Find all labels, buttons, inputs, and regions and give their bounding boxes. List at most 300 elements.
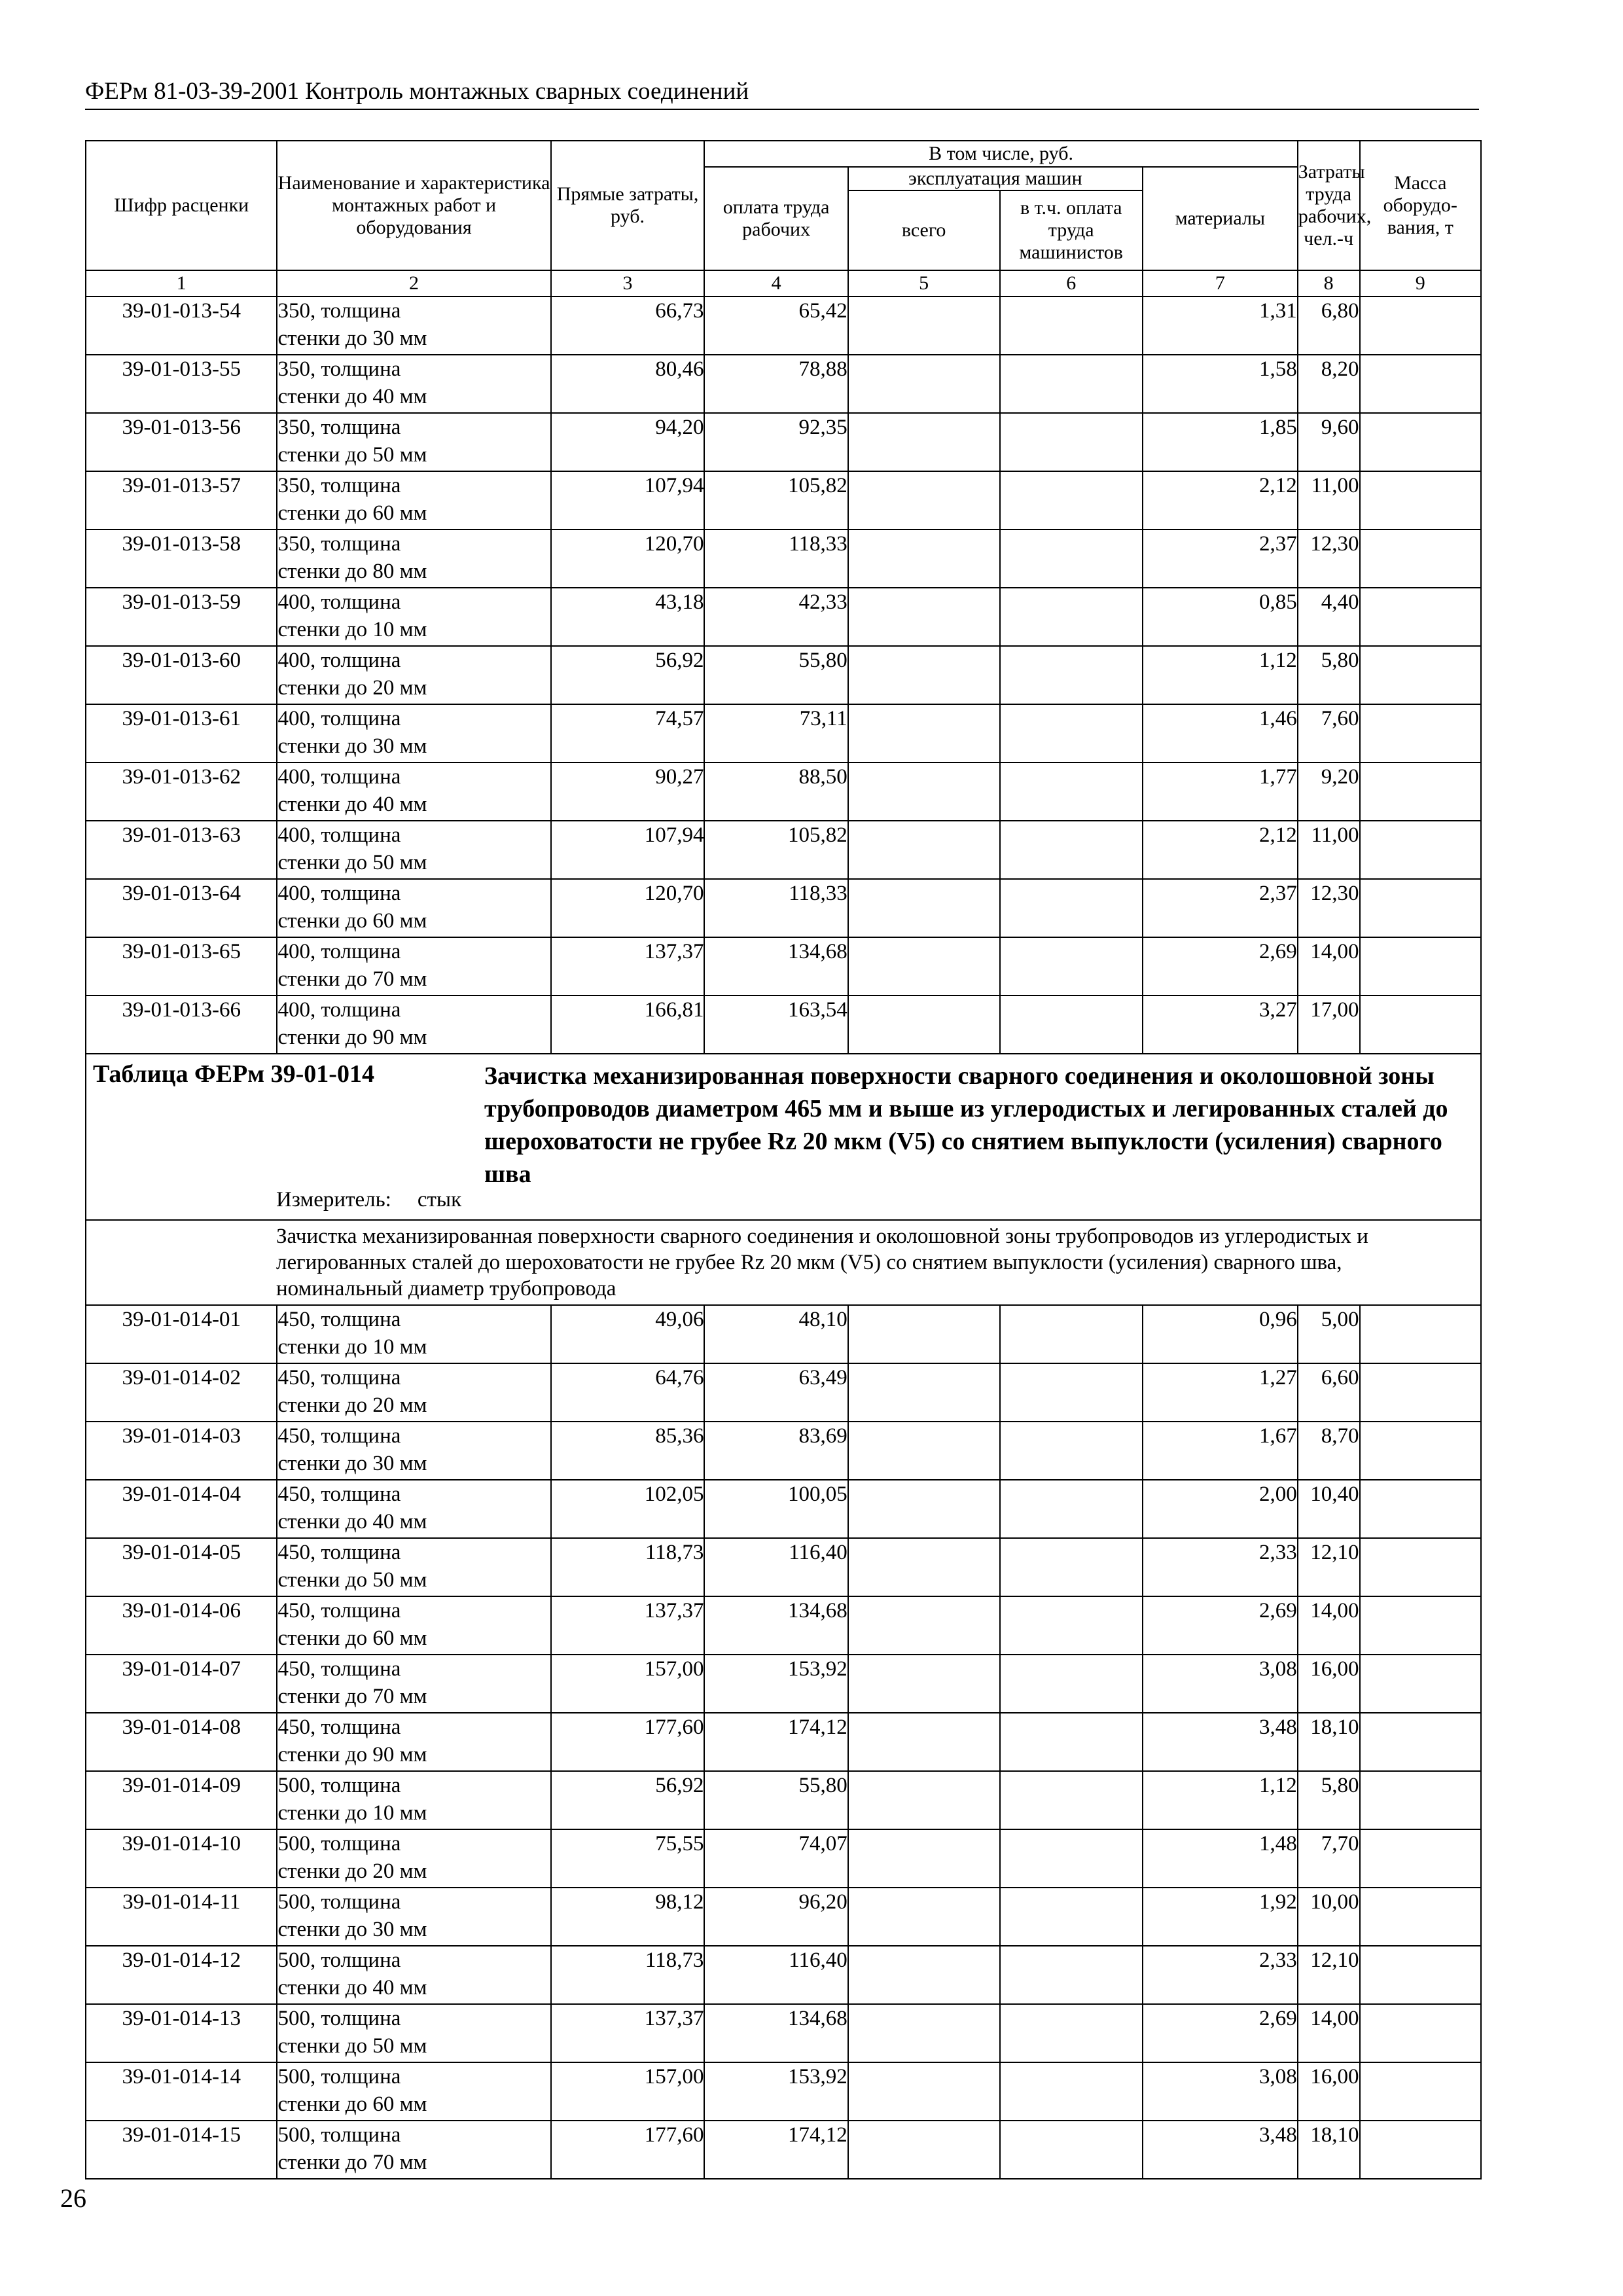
rate-code-cell: 39-01-014-14	[86, 2062, 277, 2121]
direct-cost-cell: 90,27	[551, 762, 705, 821]
labor-hours-cell: 11,00	[1298, 471, 1360, 529]
work-name-line2: стенки до 50 мм	[277, 2034, 427, 2058]
machines-total-cell	[848, 1422, 1000, 1480]
labor-pay-cell: 118,33	[704, 879, 847, 937]
machines-total-cell	[848, 762, 1000, 821]
machines-total-cell	[848, 1538, 1000, 1596]
materials-cell: 0,96	[1143, 1305, 1298, 1363]
work-name-line1: 400, толщина	[277, 765, 401, 789]
col-number: 6	[1000, 270, 1143, 296]
work-name-line1: 350, толщина	[277, 299, 401, 323]
equipment-mass-cell	[1360, 704, 1481, 762]
work-name-line2: стенки до 60 мм	[277, 909, 427, 933]
equipment-mass-cell	[1360, 1829, 1481, 1888]
work-name-cell	[277, 996, 550, 1054]
work-name-line1: 400, толщина	[277, 707, 401, 730]
work-name-line2: стенки до 10 мм	[277, 1801, 427, 1825]
work-name-cell	[277, 937, 550, 996]
materials-cell: 1,27	[1143, 1363, 1298, 1422]
labor-pay-cell: 83,69	[704, 1422, 847, 1480]
labor-hours-cell: 14,00	[1298, 1596, 1360, 1655]
materials-cell: 1,67	[1143, 1422, 1298, 1480]
materials-cell: 3,08	[1143, 2062, 1298, 2121]
rate-code-cell: 39-01-013-61	[86, 704, 277, 762]
table-row	[86, 1538, 1481, 1596]
materials-cell: 2,12	[1143, 471, 1298, 529]
price-table	[85, 140, 1482, 2179]
labor-hours-cell: 14,00	[1298, 2004, 1360, 2062]
rate-code-cell: 39-01-014-10	[86, 1829, 277, 1888]
labor-hours-cell: 16,00	[1298, 2062, 1360, 2121]
col-hours-header: Затраты труда рабочих, чел.-ч	[1298, 141, 1360, 270]
direct-cost-cell: 98,12	[551, 1888, 705, 1946]
labor-hours-cell: 12,30	[1298, 879, 1360, 937]
col-number: 2	[277, 270, 550, 296]
work-name-line1: 350, толщина	[277, 416, 401, 439]
rate-code-cell: 39-01-013-57	[86, 471, 277, 529]
work-name-line1: 450, толщина	[277, 1482, 401, 1506]
labor-pay-cell: 55,80	[704, 646, 847, 704]
labor-hours-cell: 8,70	[1298, 1422, 1360, 1480]
machines-total-cell	[848, 1655, 1000, 1713]
machinist-pay-cell	[1000, 1363, 1143, 1422]
work-name-line2: стенки до 10 мм	[277, 618, 427, 641]
work-name-cell	[277, 646, 550, 704]
direct-cost-cell: 120,70	[551, 529, 705, 588]
section-title: Зачистка механизированная поверхности сварного соединения и околошовной зоны трубопроводов диаметром 465 мм и выше из углеродистых и легированных сталей до шероховатости не грубее Rz 20 мкм (V5) со снятием выпуклости (усиления) сварного шва	[484, 1062, 1448, 1188]
table-row	[86, 1713, 1481, 1771]
work-name-cell	[277, 1771, 550, 1829]
direct-cost-cell: 137,37	[551, 1596, 705, 1655]
work-name-line2: стенки до 30 мм	[277, 327, 427, 350]
work-name-line1: 500, толщина	[277, 2007, 401, 2030]
rate-code-cell: 39-01-014-06	[86, 1596, 277, 1655]
table-row	[86, 996, 1481, 1054]
table-row	[86, 2121, 1481, 2179]
materials-cell: 3,48	[1143, 1713, 1298, 1771]
table-row	[86, 1771, 1481, 1829]
table-row	[86, 588, 1481, 646]
work-name-cell	[277, 588, 550, 646]
labor-pay-cell: 118,33	[704, 529, 847, 588]
machinist-pay-cell	[1000, 821, 1143, 879]
rate-code-cell: 39-01-013-65	[86, 937, 277, 996]
direct-cost-cell: 157,00	[551, 2062, 705, 2121]
machinist-pay-cell	[1000, 996, 1143, 1054]
labor-pay-cell: 73,11	[704, 704, 847, 762]
rows-after	[86, 1305, 1481, 2179]
rate-code-cell: 39-01-014-04	[86, 1480, 277, 1538]
labor-hours-cell: 12,30	[1298, 529, 1360, 588]
equipment-mass-cell	[1360, 1363, 1481, 1422]
work-name-cell	[277, 1538, 550, 1596]
direct-cost-cell: 107,94	[551, 471, 705, 529]
equipment-mass-cell	[1360, 413, 1481, 471]
rate-code-cell: 39-01-013-55	[86, 355, 277, 413]
direct-cost-cell: 85,36	[551, 1422, 705, 1480]
table-row	[86, 355, 1481, 413]
work-name-cell	[277, 2062, 550, 2121]
col-mass-header: Масса оборудо-вания, т	[1360, 141, 1481, 270]
materials-cell: 1,77	[1143, 762, 1298, 821]
direct-cost-cell: 64,76	[551, 1363, 705, 1422]
rate-code-cell: 39-01-014-07	[86, 1655, 277, 1713]
page-header	[85, 77, 1479, 110]
work-name-line1: 350, толщина	[277, 357, 401, 381]
machinist-pay-cell	[1000, 588, 1143, 646]
rate-code-cell: 39-01-013-60	[86, 646, 277, 704]
equipment-mass-cell	[1360, 588, 1481, 646]
rate-code-cell: 39-01-013-56	[86, 413, 277, 471]
materials-cell: 2,37	[1143, 879, 1298, 937]
machines-total-cell	[848, 1771, 1000, 1829]
work-name-cell	[277, 2121, 550, 2179]
equipment-mass-cell	[1360, 1888, 1481, 1946]
direct-cost-cell: 74,57	[551, 704, 705, 762]
machinist-pay-cell	[1000, 1596, 1143, 1655]
equipment-mass-cell	[1360, 1713, 1481, 1771]
direct-cost-cell: 75,55	[551, 1829, 705, 1888]
machinist-pay-cell	[1000, 879, 1143, 937]
equipment-mass-cell	[1360, 1422, 1481, 1480]
work-name-line2: стенки до 30 мм	[277, 734, 427, 758]
equipment-mass-cell	[1360, 1596, 1481, 1655]
work-name-line2: стенки до 20 мм	[277, 1859, 427, 1883]
labor-hours-cell: 4,40	[1298, 588, 1360, 646]
labor-hours-cell: 12,10	[1298, 1538, 1360, 1596]
col-number: 3	[551, 270, 705, 296]
table-row	[86, 1480, 1481, 1538]
col-number: 8	[1298, 270, 1360, 296]
materials-cell: 1,85	[1143, 413, 1298, 471]
labor-pay-cell: 105,82	[704, 821, 847, 879]
equipment-mass-cell	[1360, 996, 1481, 1054]
work-name-cell	[277, 355, 550, 413]
work-name-line2: стенки до 50 мм	[277, 1568, 427, 1592]
table-row	[86, 2004, 1481, 2062]
direct-cost-cell: 80,46	[551, 355, 705, 413]
work-name-line2: стенки до 40 мм	[277, 1976, 427, 2000]
labor-pay-cell: 48,10	[704, 1305, 847, 1363]
labor-pay-cell: 174,12	[704, 2121, 847, 2179]
equipment-mass-cell	[1360, 471, 1481, 529]
work-name-cell	[277, 1946, 550, 2004]
work-name-cell	[277, 296, 550, 355]
direct-cost-cell: 49,06	[551, 1305, 705, 1363]
col-number: 9	[1360, 270, 1481, 296]
work-name-line2: стенки до 40 мм	[277, 385, 427, 408]
table-row	[86, 762, 1481, 821]
work-name-line2: стенки до 60 мм	[277, 1626, 427, 1650]
table-row	[86, 821, 1481, 879]
machinist-pay-cell	[1000, 1946, 1143, 2004]
equipment-mass-cell	[1360, 355, 1481, 413]
machinist-pay-cell	[1000, 1538, 1143, 1596]
table-row	[86, 1946, 1481, 2004]
machines-total-cell	[848, 1713, 1000, 1771]
work-name-line1: 500, толщина	[277, 2065, 401, 2089]
machines-total-cell	[848, 1946, 1000, 2004]
work-name-line1: 350, толщина	[277, 532, 401, 556]
rate-code-cell: 39-01-014-03	[86, 1422, 277, 1480]
table-row	[86, 529, 1481, 588]
work-name-cell	[277, 1713, 550, 1771]
direct-cost-cell: 66,73	[551, 296, 705, 355]
labor-hours-cell: 5,80	[1298, 646, 1360, 704]
table-row	[86, 2062, 1481, 2121]
work-name-line1: 500, толщина	[277, 1774, 401, 1797]
labor-hours-cell: 14,00	[1298, 937, 1360, 996]
labor-pay-cell: 92,35	[704, 413, 847, 471]
labor-hours-cell: 10,00	[1298, 1888, 1360, 1946]
work-name-cell	[277, 821, 550, 879]
work-name-line2: стенки до 70 мм	[277, 967, 427, 991]
labor-pay-cell: 100,05	[704, 1480, 847, 1538]
work-name-line2: стенки до 30 мм	[277, 1918, 427, 1941]
page-number: 26	[60, 2183, 86, 2213]
work-name-line2: стенки до 40 мм	[277, 1510, 427, 1534]
work-name-line1: 450, толщина	[277, 1657, 401, 1681]
direct-cost-cell: 120,70	[551, 879, 705, 937]
rate-code-cell: 39-01-013-58	[86, 529, 277, 588]
equipment-mass-cell	[1360, 762, 1481, 821]
work-name-line1: 450, толщина	[277, 1599, 401, 1623]
direct-cost-cell: 157,00	[551, 1655, 705, 1713]
direct-cost-cell: 118,73	[551, 1946, 705, 2004]
work-name-line1: 500, толщина	[277, 2123, 401, 2147]
work-name-line1: 450, толщина	[277, 1366, 401, 1390]
labor-hours-cell: 10,40	[1298, 1480, 1360, 1538]
work-name-cell	[277, 2004, 550, 2062]
work-name-cell	[277, 1363, 550, 1422]
labor-pay-cell: 174,12	[704, 1713, 847, 1771]
machinist-pay-cell	[1000, 1655, 1143, 1713]
table-row	[86, 937, 1481, 996]
labor-pay-cell: 78,88	[704, 355, 847, 413]
table-row	[86, 1655, 1481, 1713]
labor-pay-cell: 116,40	[704, 1538, 847, 1596]
materials-cell: 1,12	[1143, 646, 1298, 704]
col-direct-header: Прямые затраты, руб.	[551, 141, 705, 270]
col-machinist-header: в т.ч. оплата труда машинистов	[1000, 190, 1143, 270]
direct-cost-cell: 102,05	[551, 1480, 705, 1538]
rate-code-cell: 39-01-014-08	[86, 1713, 277, 1771]
labor-pay-cell: 42,33	[704, 588, 847, 646]
materials-cell: 1,31	[1143, 296, 1298, 355]
work-name-line1: 450, толщина	[277, 1424, 401, 1448]
machines-total-cell	[848, 704, 1000, 762]
work-name-cell	[277, 879, 550, 937]
table-row	[86, 1888, 1481, 1946]
machinist-pay-cell	[1000, 1713, 1143, 1771]
materials-cell: 2,00	[1143, 1480, 1298, 1538]
meter-unit: стык	[417, 1188, 462, 1211]
machines-total-cell	[848, 1480, 1000, 1538]
work-name-line2: стенки до 20 мм	[277, 676, 427, 700]
work-name-line1: 500, толщина	[277, 1890, 401, 1914]
col-labor-header: оплата труда рабочих	[704, 167, 847, 270]
labor-hours-cell: 7,60	[1298, 704, 1360, 762]
machines-total-cell	[848, 821, 1000, 879]
materials-cell: 1,58	[1143, 355, 1298, 413]
section-header	[86, 1054, 1481, 1305]
work-name-line1: 450, толщина	[277, 1541, 401, 1564]
work-name-line1: 400, толщина	[277, 998, 401, 1022]
machinist-pay-cell	[1000, 355, 1143, 413]
work-name-line2: стенки до 70 мм	[277, 2151, 427, 2174]
col-number: 7	[1143, 270, 1298, 296]
rate-code-cell: 39-01-014-01	[86, 1305, 277, 1363]
rate-code-cell: 39-01-014-02	[86, 1363, 277, 1422]
direct-cost-cell: 56,92	[551, 1771, 705, 1829]
labor-hours-cell: 9,20	[1298, 762, 1360, 821]
materials-cell: 2,69	[1143, 937, 1298, 996]
labor-pay-cell: 134,68	[704, 1596, 847, 1655]
labor-hours-cell: 12,10	[1298, 1946, 1360, 2004]
col-machines-header: эксплуатация машин	[848, 167, 1143, 190]
labor-pay-cell: 153,92	[704, 1655, 847, 1713]
col-number: 5	[848, 270, 1000, 296]
equipment-mass-cell	[1360, 821, 1481, 879]
direct-cost-cell: 107,94	[551, 821, 705, 879]
rate-code-cell: 39-01-014-15	[86, 2121, 277, 2179]
table-row	[86, 1596, 1481, 1655]
work-name-cell	[277, 1829, 550, 1888]
materials-cell: 1,92	[1143, 1888, 1298, 1946]
labor-hours-cell: 9,60	[1298, 413, 1360, 471]
materials-cell: 2,33	[1143, 1538, 1298, 1596]
meter-label: Измеритель:	[276, 1188, 391, 1211]
equipment-mass-cell	[1360, 1946, 1481, 2004]
labor-hours-cell: 17,00	[1298, 996, 1360, 1054]
machines-total-cell	[848, 996, 1000, 1054]
labor-pay-cell: 55,80	[704, 1771, 847, 1829]
materials-cell: 2,69	[1143, 1596, 1298, 1655]
materials-cell: 1,12	[1143, 1771, 1298, 1829]
rows-before	[86, 296, 1481, 1054]
work-name-line2: стенки до 50 мм	[277, 443, 427, 467]
machines-total-cell	[848, 879, 1000, 937]
direct-cost-cell: 137,37	[551, 937, 705, 996]
direct-cost-cell: 118,73	[551, 1538, 705, 1596]
machines-total-cell	[848, 413, 1000, 471]
labor-pay-cell: 134,68	[704, 2004, 847, 2062]
equipment-mass-cell	[1360, 2121, 1481, 2179]
labor-pay-cell: 74,07	[704, 1829, 847, 1888]
machines-total-cell	[848, 296, 1000, 355]
machines-total-cell	[848, 2062, 1000, 2121]
table-row	[86, 1422, 1481, 1480]
machinist-pay-cell	[1000, 646, 1143, 704]
machines-total-cell	[848, 937, 1000, 996]
equipment-mass-cell	[1360, 1538, 1481, 1596]
materials-cell: 2,33	[1143, 1946, 1298, 2004]
machines-total-cell	[848, 1305, 1000, 1363]
column-numbers-row	[86, 270, 1481, 296]
machines-total-cell	[848, 2004, 1000, 2062]
materials-cell: 2,37	[1143, 529, 1298, 588]
direct-cost-cell: 56,92	[551, 646, 705, 704]
labor-hours-cell: 6,60	[1298, 1363, 1360, 1422]
machinist-pay-cell	[1000, 413, 1143, 471]
col-number: 1	[86, 270, 277, 296]
section-meter	[276, 1185, 461, 1214]
machinist-pay-cell	[1000, 762, 1143, 821]
rate-code-cell: 39-01-013-62	[86, 762, 277, 821]
labor-hours-cell: 7,70	[1298, 1829, 1360, 1888]
direct-cost-cell: 137,37	[551, 2004, 705, 2062]
work-name-cell	[277, 1480, 550, 1538]
col-code-header: Шифр расценки	[86, 141, 277, 270]
work-name-line2: стенки до 80 мм	[277, 560, 427, 583]
rate-code-cell: 39-01-013-54	[86, 296, 277, 355]
rate-code-cell: 39-01-014-12	[86, 1946, 277, 2004]
rate-code-cell: 39-01-014-11	[86, 1888, 277, 1946]
work-name-cell	[277, 1305, 550, 1363]
work-name-line1: 500, толщина	[277, 1832, 401, 1856]
materials-cell: 3,48	[1143, 2121, 1298, 2179]
machines-total-cell	[848, 1596, 1000, 1655]
machines-total-cell	[848, 588, 1000, 646]
labor-pay-cell: 116,40	[704, 1946, 847, 2004]
labor-pay-cell: 153,92	[704, 2062, 847, 2121]
direct-cost-cell: 177,60	[551, 2121, 705, 2179]
equipment-mass-cell	[1360, 1480, 1481, 1538]
direct-cost-cell: 43,18	[551, 588, 705, 646]
labor-pay-cell: 88,50	[704, 762, 847, 821]
labor-hours-cell: 16,00	[1298, 1655, 1360, 1713]
machines-total-cell	[848, 1829, 1000, 1888]
work-name-line1: 500, толщина	[277, 1948, 401, 1972]
col-materials-header: материалы	[1143, 167, 1298, 270]
machinist-pay-cell	[1000, 529, 1143, 588]
materials-cell: 3,27	[1143, 996, 1298, 1054]
table-row	[86, 413, 1481, 471]
direct-cost-cell: 177,60	[551, 1713, 705, 1771]
col-machines-total-header: всего	[848, 190, 1000, 270]
work-name-line2: стенки до 90 мм	[277, 1026, 427, 1049]
machines-total-cell	[848, 646, 1000, 704]
work-name-cell	[277, 471, 550, 529]
work-name-line1: 400, толщина	[277, 882, 401, 905]
table-row	[86, 471, 1481, 529]
col-number: 4	[704, 270, 847, 296]
work-name-line2: стенки до 90 мм	[277, 1743, 427, 1767]
table-row	[86, 879, 1481, 937]
rate-code-cell: 39-01-014-05	[86, 1538, 277, 1596]
work-name-cell	[277, 1422, 550, 1480]
machinist-pay-cell	[1000, 1305, 1143, 1363]
table-row	[86, 296, 1481, 355]
work-name-cell	[277, 413, 550, 471]
work-name-line2: стенки до 50 мм	[277, 851, 427, 874]
equipment-mass-cell	[1360, 2062, 1481, 2121]
machines-total-cell	[848, 529, 1000, 588]
machines-total-cell	[848, 355, 1000, 413]
labor-pay-cell: 63,49	[704, 1363, 847, 1422]
machines-total-cell	[848, 1888, 1000, 1946]
equipment-mass-cell	[1360, 1771, 1481, 1829]
machines-total-cell	[848, 2121, 1000, 2179]
materials-cell: 1,46	[1143, 704, 1298, 762]
equipment-mass-cell	[1360, 2004, 1481, 2062]
machinist-pay-cell	[1000, 1771, 1143, 1829]
col-including-header: В том числе, руб.	[704, 141, 1297, 167]
table-row	[86, 646, 1481, 704]
work-name-line1: 400, толщина	[277, 590, 401, 614]
machines-total-cell	[848, 1363, 1000, 1422]
section-description: Зачистка механизированная поверхности сварного соединения и околошовной зоны трубопроводов из углеродистых и легированных сталей до шероховатости не грубее Rz 20 мкм (V5) со снятием выпуклости (усиления) сварного шва, номинальный диаметр трубопровода	[86, 1220, 1481, 1305]
